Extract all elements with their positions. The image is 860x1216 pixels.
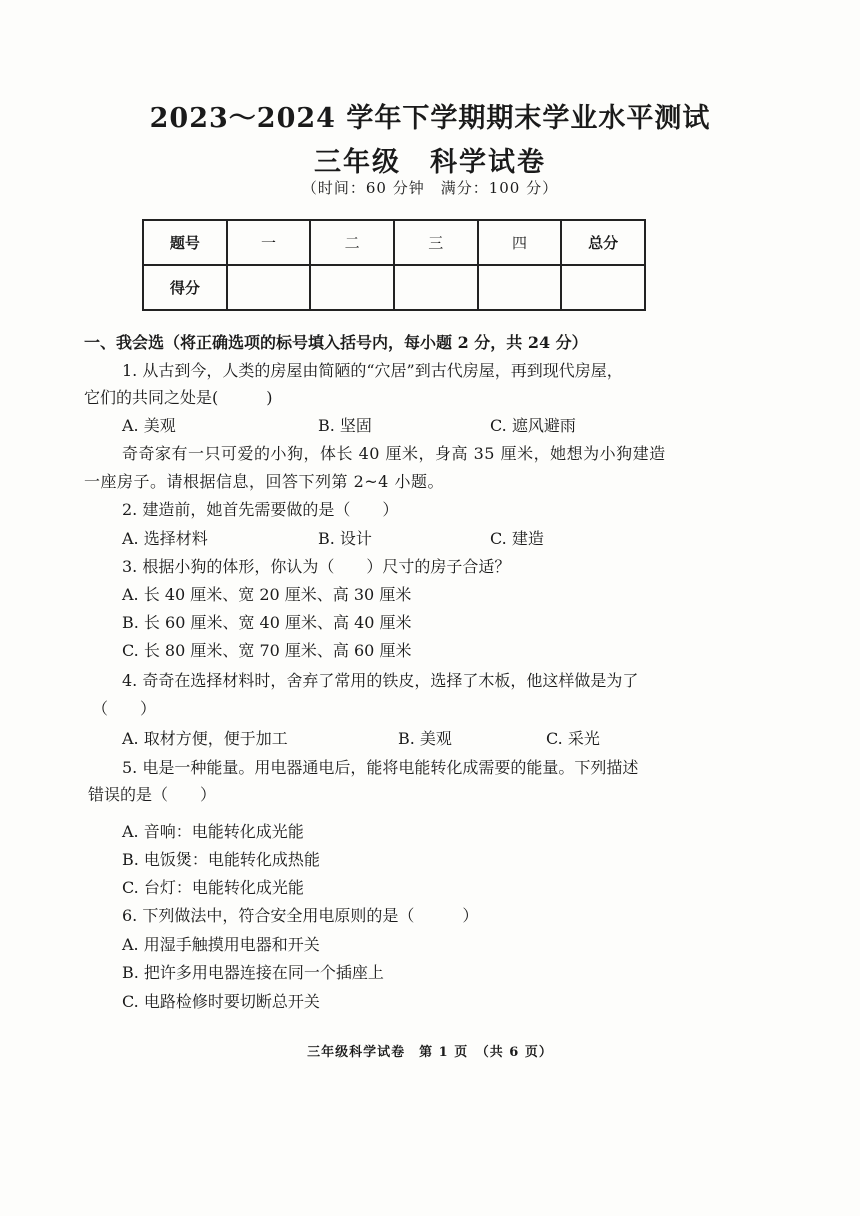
question-6-text: 6. 下列做法中，符合安全用电原则的是（ ） — [122, 906, 479, 925]
score-blank-4[interactable] — [478, 265, 562, 310]
exam-subtitle: 三年级 科学试卷 — [314, 147, 546, 178]
question-5-option-a: A. 音响：电能转化成光能 — [122, 822, 304, 841]
question-6-option-a: A. 用湿手触摸用电器和开关 — [122, 935, 320, 954]
question-1-option-a: A. 美观 — [122, 416, 176, 435]
question-4-text: 4. 奇奇在选择材料时，舍弃了常用的铁皮，选择了木板，他这样做是为了 — [122, 671, 639, 690]
score-table-score-row — [143, 265, 645, 310]
exam-title: 2023～2024 学年下学期期末学业水平测试 — [149, 103, 711, 134]
score-cell-section-2: 二 — [310, 220, 394, 265]
score-table — [142, 219, 646, 311]
page-footer: 三年级科学试卷 第 1 页 （共 6 页） — [307, 1045, 553, 1060]
story-text-cont: 一座房子。请根据信息，回答下列第 2~4 小题。 — [84, 472, 444, 491]
question-4-text-cont: （ ） — [92, 699, 157, 718]
score-blank-total[interactable] — [561, 265, 645, 310]
question-4-option-a: A. 取材方便，便于加工 — [122, 729, 288, 748]
question-6-option-b: B. 把许多用电器连接在同一个插座上 — [122, 963, 384, 982]
score-cell-section-4: 四 — [478, 220, 562, 265]
question-6-option-c: C. 电路检修时要切断总开关 — [122, 992, 320, 1011]
score-cell-total: 总分 — [561, 220, 645, 265]
score-row-label: 得分 — [143, 265, 227, 310]
question-3-option-b: B. 长 60 厘米、宽 40 厘米、高 40 厘米 — [122, 613, 412, 632]
section-heading: 一、我会选（将正确选项的标号填入括号内，每小题 2 分，共 24 分） — [84, 333, 588, 352]
question-1-option-b: B. 坚固 — [318, 416, 372, 435]
score-table-header-row — [143, 220, 645, 265]
question-4-option-b: B. 美观 — [398, 729, 452, 748]
question-5-text: 5. 电是一种能量。用电器通电后，能将电能转化成需要的能量。下列描述 — [122, 758, 639, 777]
question-1-text: 1. 从古到今，人类的房屋由简陋的“穴居”到古代房屋，再到现代房屋， — [122, 361, 623, 380]
question-3-text: 3. 根据小狗的体形，你认为（ ）尺寸的房子合适？ — [122, 557, 511, 576]
score-blank-2[interactable] — [310, 265, 394, 310]
question-2-option-a: A. 选择材料 — [122, 529, 208, 548]
question-1-option-c: C. 遮风避雨 — [490, 416, 576, 435]
story-text: 奇奇家有一只可爱的小狗，体长 40 厘米，身高 35 厘米，她想为小狗建造 — [122, 444, 666, 463]
question-3-option-a: A. 长 40 厘米、宽 20 厘米、高 30 厘米 — [122, 585, 412, 604]
score-cell-section-3: 三 — [394, 220, 478, 265]
score-blank-1[interactable] — [227, 265, 311, 310]
question-1-text-cont: 它们的共同之处是( ) — [84, 388, 273, 407]
exam-meta: （时间：60 分钟 满分：100 分） — [301, 179, 559, 197]
question-5-option-c: C. 台灯：电能转化成光能 — [122, 878, 304, 897]
score-cell-label: 题号 — [143, 220, 227, 265]
question-5-text-cont: 错误的是（ ） — [88, 785, 217, 804]
question-2-option-c: C. 建造 — [490, 529, 544, 548]
score-blank-3[interactable] — [394, 265, 478, 310]
question-2-option-b: B. 设计 — [318, 529, 372, 548]
question-3-option-c: C. 长 80 厘米、宽 70 厘米、高 60 厘米 — [122, 641, 412, 660]
question-2-text: 2. 建造前，她首先需要做的是（ ） — [122, 500, 399, 519]
question-5-option-b: B. 电饭煲：电能转化成热能 — [122, 850, 320, 869]
score-cell-section-1: 一 — [227, 220, 311, 265]
question-4-option-c: C. 采光 — [546, 729, 600, 748]
